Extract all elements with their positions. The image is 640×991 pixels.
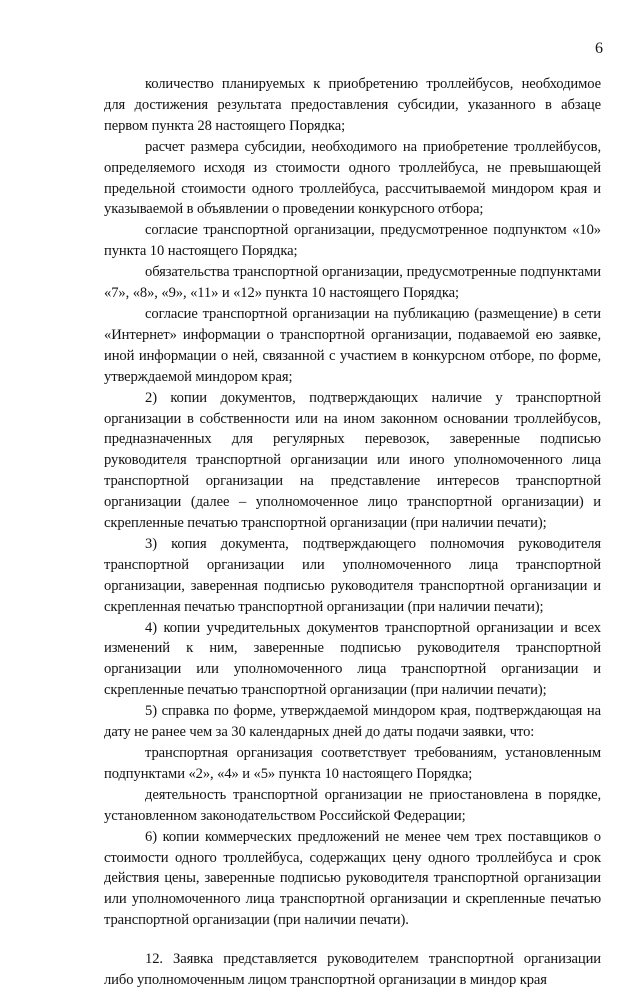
page-number: 6 <box>595 40 603 57</box>
paragraph: обязательства транспортной организации, предусмотренные подпунктами «7», «8», «9», «11» и «12» пункта 10 настоящего Порядка; <box>104 264 601 302</box>
paragraph: 3) копия документа, подтверждающего полномочия руководителя транспортной организации или уполномоченного лица транспортной организации, заверенная подписью руководителя транспортной организации и скрепленная печатью транспортной организации (при наличии печати); <box>104 535 601 615</box>
paragraph: 5) справка по форме, утверждаемой миндором края, подтверждающая на дату не ранее чем за 30 календарных дней до даты подачи заявки, что: <box>104 703 601 741</box>
paragraph: 4) копии учредительных документов транспортной организации и всех изменений к ним, заверенные подписью руководителя транспортной организации или уполномоченного лица транспортной организации и скрепленные печатью транспортной организации (при наличии печати); <box>104 619 601 699</box>
paragraph-section-12: 12. Заявка представляется руководителем транспортной организации либо уполномоченным лицом транспортной организации в миндор края <box>104 951 601 989</box>
paragraph: 6) копии коммерческих предложений не менее чем трех поставщиков о стоимости одного троллейбуса, содержащих цену одного троллейбуса и срок действия цены, заверенные подписью руководителя транспортной организации или уполномоченного лица транспортной организации и скрепленные печатью транспортной организации (при наличии печати). <box>104 828 601 929</box>
paragraph: расчет размера субсидии, необходимого на приобретение троллейбусов, определяемого исходя из стоимости одного троллейбуса, не превышающей предельной стоимости одного троллейбуса, рассчитываемой миндором края и указываемой в объявлении о проведении конкурсного отбора; <box>104 138 601 218</box>
paragraph: количество планируемых к приобретению троллейбусов, необходимое для достижения результата предоставления субсидии, указанного в абзаце первом пункта 28 настоящего Порядка; <box>104 76 601 134</box>
paragraph: согласие транспортной организации на публикацию (размещение) в сети «Интернет» информации о транспортной организации, подаваемой ею заявке, иной информации о ней, связанной с участием в конкурсном отборе, по форме, утверждаемой миндором края; <box>104 305 601 385</box>
paragraph: деятельность транспортной организации не приостановлена в порядке, установленном законодательством Российской Федерации; <box>104 786 601 824</box>
paragraph: 2) копии документов, подтверждающих наличие у транспортной организации в собственности или на ином законном основании троллейбусов, предназначенных для регулярных перевозок, заверенные подписью руководителя транспортной организации или иного уполномоченного лица транспортной организации на представление интересов транспортной организации (далее – уполномоченное лицо транспортной организации) и скрепленные печатью транспортной организации (при наличии печати); <box>104 389 601 532</box>
paragraph: транспортная организация соответствует требованиям, установленным подпунктами «2», «4» и «5» пункта 10 настоящего Порядка; <box>104 745 601 782</box>
document-body <box>104 74 601 991</box>
paragraph: согласие транспортной организации, предусмотренное подпунктом «10» пункта 10 настоящего Порядка; <box>104 222 601 260</box>
